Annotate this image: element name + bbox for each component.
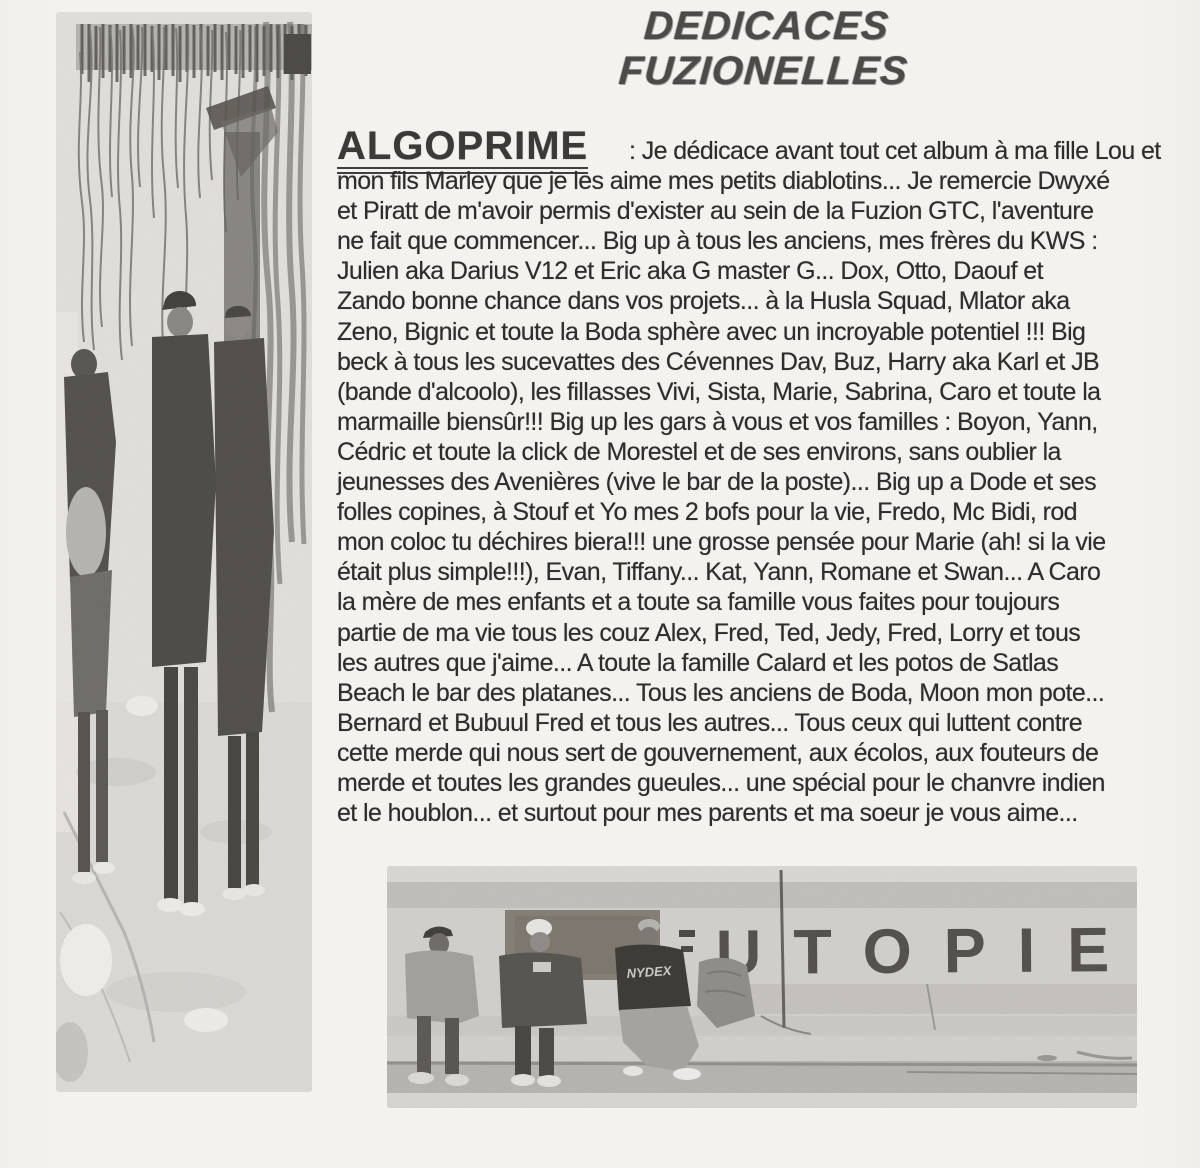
photo-band-standing-art	[56, 12, 312, 1092]
dedication-line: ne fait que commencer... Big up à tous les anciens, mes frères du KWS :	[337, 227, 1098, 256]
dedication-line: partie de ma vie tous les couz Alex, Fred, Ted, Jedy, Fred, Lorry et tous	[337, 618, 1081, 647]
dedication-line: et Piratt de m'avoir permis d'exister au sein de la Fuzion GTC, l'aventure	[337, 197, 1094, 226]
dedication-line: (bande d'alcoolo), les fillasses Vivi, Sista, Marie, Sabrina, Caro et toute la	[337, 377, 1101, 406]
dedication-line: les autres que j'aime... A toute la famille Calard et les potos de Satlas	[337, 648, 1059, 677]
page-title	[572, 4, 958, 94]
dedication-line: cette merde qui nous sert de gouvernement, aux écolos, aux fouteurs de	[337, 738, 1099, 767]
photo-band-standing	[56, 12, 312, 1092]
dedication-line: Bernard et Bubuul Fred et tous les autres... Tous ceux qui luttent contre	[337, 708, 1083, 737]
dedication-line: Zando bonne chance dans vos projets... à la Husla Squad, Mlator aka	[337, 287, 1070, 316]
dedication-line: était plus simple!!!), Evan, Tiffany... Kat, Yann, Romane et Swan... A Caro	[337, 558, 1101, 587]
dedication-line: mon coloc tu déchires biera!!! une grosse pensée pour Marie (ah! si la vie	[337, 528, 1106, 557]
dedication-line: merde et toutes les grandes gueules... une spécial pour le chanvre indien	[337, 768, 1105, 797]
dedication-line: Zeno, Bignic et toute la Boda sphère avec un incroyable potentiel !!! Big	[337, 317, 1086, 346]
dedication-paragraph	[337, 136, 1200, 828]
dedication-line: folles copines, à Stouf et Yo mes 2 bofs pour la vie, Fredo, Mc Bidi, rod	[337, 498, 1077, 527]
page-title-line1: DEDICACES	[642, 4, 891, 48]
artist-name-heading: ALGOPRIME	[337, 126, 588, 174]
dedication-line: jeunesses des Avenières (vive le bar de la poste)... Big up a Dode et ses	[337, 468, 1096, 497]
photo-group-utopie-art	[387, 866, 1137, 1108]
dedication-line: marmaille biensûr!!! Big up les gars à vous et vos familles : Boyon, Yann,	[337, 407, 1098, 436]
dedication-line: beck à tous les sucevattes des Cévennes Dav, Buz, Harry aka Karl et JB	[337, 347, 1100, 376]
dedication-line: mon fils Marley que je les aime mes petits diablotins... Je remercie Dwyxé	[337, 167, 1110, 196]
photo-group-utopie-wall	[387, 866, 1137, 1108]
dedication-line: Beach le bar des platanes... Tous les anciens de Boda, Moon mon pote...	[337, 678, 1105, 707]
dedication-line: Cédric et toute la click de Morestel et de ses environs, sans oublier la	[337, 437, 1061, 466]
dedication-line: la mère de mes enfants et a toute sa famille vous faites pour toujours	[337, 588, 1060, 617]
dedication-line: et le houblon... et surtout pour mes parents et ma soeur je vous aime...	[337, 799, 1078, 828]
dedication-line: : Je dédicace avant tout cet album à ma fille Lou et	[629, 137, 1161, 165]
page-title-line2: FUZIONELLES	[617, 49, 910, 93]
dedication-line: Julien aka Darius V12 et Eric aka G master G... Dox, Otto, Daouf et	[337, 257, 1043, 286]
